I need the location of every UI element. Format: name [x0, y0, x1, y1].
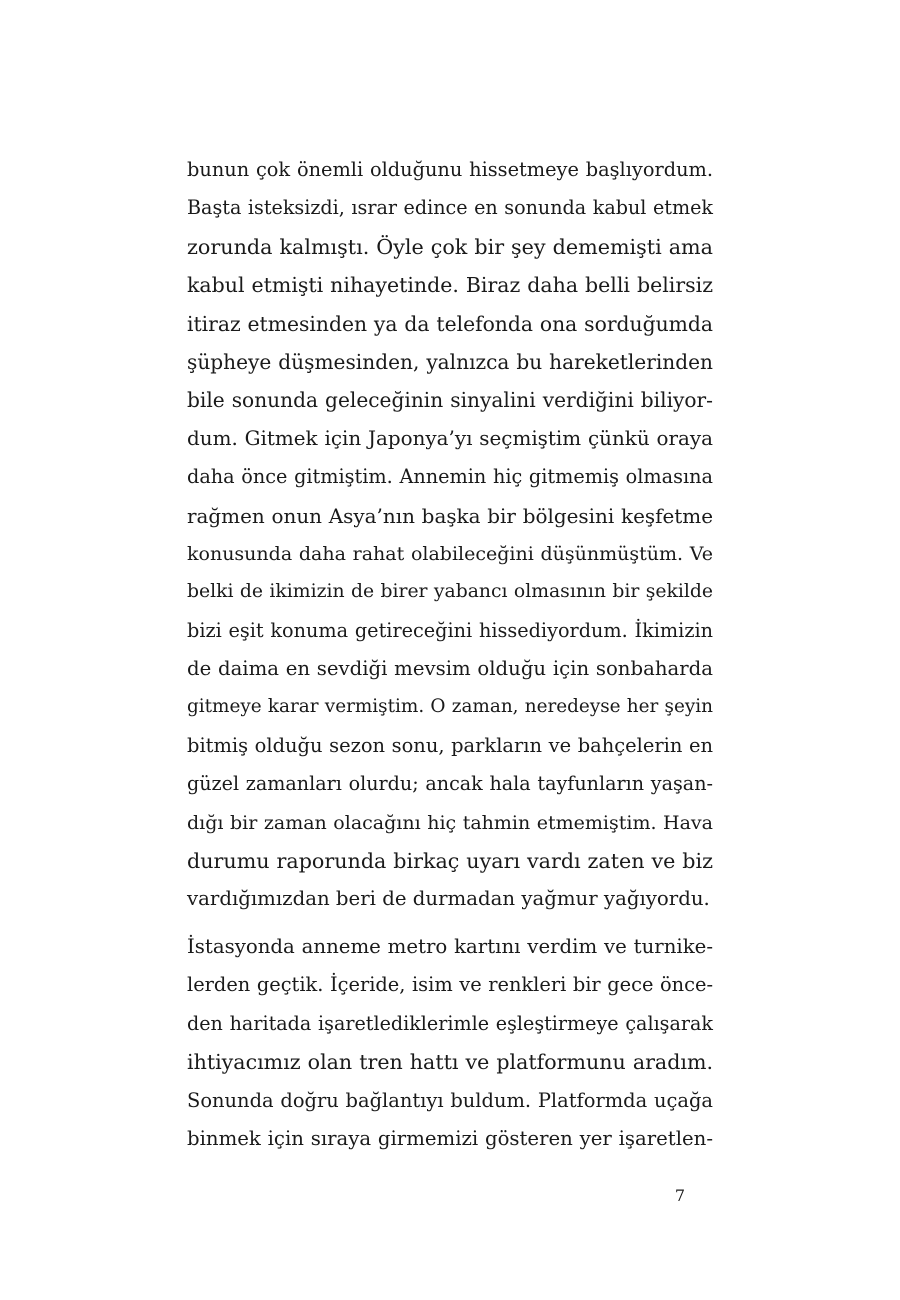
text-line: daha önce gitmiştim. Annemin hiç gitmemiş olmasına	[187, 465, 713, 489]
text-line: gitmeye karar vermiştim. O zaman, neredeyse her şeyin	[187, 696, 713, 718]
text-line: binmek için sıraya girmemizi gösteren yer işaretlen-	[187, 1126, 713, 1150]
text-line: İstasyonda anneme metro kartını verdim ve turnike-	[187, 935, 713, 958]
text-line: zorunda kalmıştı. Öyle çok bir şey dememişti ama	[187, 234, 713, 259]
page-number: 7	[674, 1186, 686, 1205]
text-line: şüpheye düşmesinden, yalnızca bu hareketlerinden	[187, 349, 713, 374]
paragraph-1	[187, 151, 713, 919]
text-line: bizi eşit konuma getireceğini hissediyordum. İkimizin	[187, 618, 713, 642]
text-line: durumu raporunda birkaç uyarı vardı zaten ve biz	[187, 849, 713, 874]
text-line: bitmiş olduğu sezon sonu, parkların ve bahçelerin en	[187, 733, 713, 757]
text-line: ihtiyacımız olan tren hattı ve platformunu aradım.	[187, 1050, 713, 1075]
text-line: dığı bir zaman olacağını hiç tahmin etmemiştim. Hava	[187, 811, 713, 834]
text-line: belki de ikimizin de birer yabancı olmasının bir şekilde	[187, 581, 713, 603]
text-line: bile sonunda geleceğinin sinyalini verdiğini biliyor-	[187, 388, 713, 413]
text-line: de daima en sevdiği mevsim olduğu için sonbaharda	[187, 657, 713, 681]
text-line: vardığımızdan beri de durmadan yağmur yağıyordu.	[187, 887, 710, 911]
text-line: itiraz etmesinden ya da telefonda ona sorduğumda	[187, 311, 713, 336]
text-line: güzel zamanları olurdu; ancak hala tayfunların yaşan-	[187, 772, 713, 796]
text-line: Sonunda doğru bağlantıyı buldum. Platformda uçağa	[187, 1088, 713, 1112]
text-line: kabul etmişti nihayetinde. Biraz daha belli belirsiz	[187, 273, 713, 298]
text-line: lerden geçtik. İçeride, isim ve renkleri bir gece önce-	[187, 973, 713, 997]
paragraph-2	[187, 928, 713, 1158]
text-line: Başta isteksizdi, ısrar edince en sonunda kabul etmek	[187, 196, 713, 220]
text-line: bunun çok önemli olduğunu hissetmeye başlıyordum.	[187, 158, 713, 181]
text-line: rağmen onun Asya’nın başka bir bölgesini keşfetme	[187, 503, 713, 528]
text-line: dum. Gitmek için Japonya’yı seçmiştim çünkü oraya	[187, 426, 713, 450]
text-line: den haritada işaretlediklerimle eşleştirmeye çalışarak	[187, 1011, 713, 1035]
text-line: konusunda daha rahat olabileceğini düşünmüştüm. Ve	[187, 542, 713, 565]
